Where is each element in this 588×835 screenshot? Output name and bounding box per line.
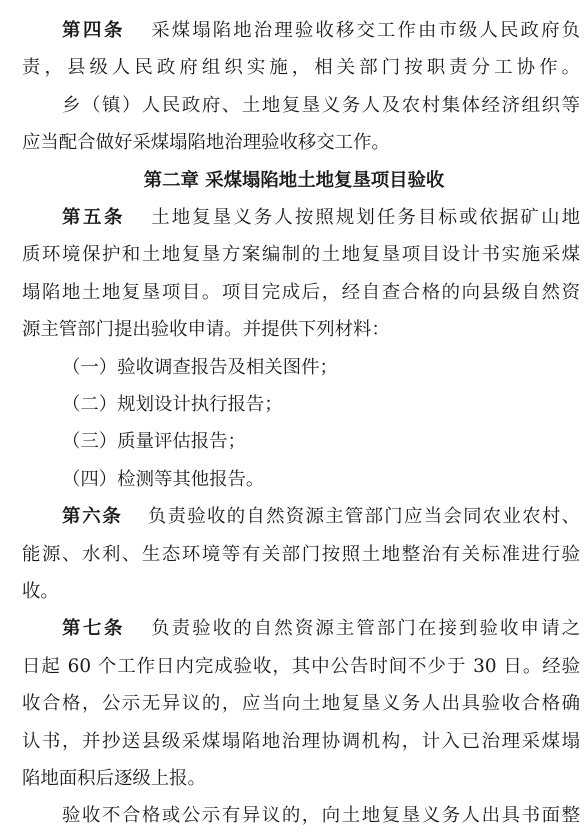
article7-line1 — [0, 610, 588, 647]
article7-line6: 验收不合格或公示有异议的，向土地复垦义务人出具书面整 — [62, 805, 580, 827]
article7-line2: 日起 60 个工作日内完成验收，其中公告时间不少于 30 日。经验 — [22, 655, 580, 677]
article7-line5: 陷地面积后逐级上报。 — [22, 768, 206, 789]
article6-line1 — [0, 498, 588, 535]
article4-line1 — [0, 12, 588, 49]
article4-text1: 采煤塌陷地治理验收移交工作由市级人民政府负 — [149, 20, 580, 41]
article5-line3: 塌陷地土地复垦项目。项目完成后，经自查合格的向县级自然资 — [22, 281, 580, 303]
article5-text1: 土地复垦义务人按照规划任务目标或依据矿山地 — [149, 207, 580, 228]
article6-title: 第六条 — [62, 506, 123, 528]
article5-title: 第五条 — [62, 207, 126, 228]
article5-line2: 质环境保护和土地复垦方案编制的土地复垦项目设计书实施采煤 — [22, 244, 580, 266]
list-item: （四）检测等其他报告。 — [62, 468, 265, 490]
article4-line2: 责，县级人民政府组织实施，相关部门按职责分工协作。 — [22, 57, 580, 79]
article7-title: 第七条 — [62, 618, 126, 640]
article5-line4: 源主管部门提出验收申请。并提供下列材料： — [22, 319, 390, 341]
article5-line1 — [0, 199, 588, 236]
article6-line2: 能源、水利、生态环境等有关部门按照土地整治有关标准进行验 — [22, 543, 580, 565]
article4-title: 第四条 — [62, 20, 126, 41]
article7-line3: 收合格，公示无异议的，应当向土地复垦义务人出具验收合格确 — [22, 693, 580, 715]
article6-line3: 收。 — [22, 581, 59, 602]
list-item: （一）验收调查报告及相关图件； — [62, 356, 338, 378]
article4-line4: 应当配合做好采煤塌陷地治理验收移交工作。 — [22, 132, 390, 154]
article7-line4: 认书，并抄送县级采煤塌陷地治理协调机构，计入已治理采煤塌 — [22, 730, 580, 752]
list-item: （二）规划设计执行报告； — [62, 394, 283, 415]
article7-text1: 负责验收的自然资源主管部门在接到验收申请之 — [149, 618, 580, 640]
chapter-heading: 第二章 采煤塌陷地土地复垦项目验收 — [143, 169, 445, 191]
article6-text1: 负责验收的自然资源主管部门应当会同农业农村、 — [146, 506, 580, 528]
article4-line3: 乡（镇）人民政府、土地复垦义务人及农村集体经济组织等 — [62, 94, 580, 116]
list-item: （三）质量评估报告； — [62, 431, 246, 453]
